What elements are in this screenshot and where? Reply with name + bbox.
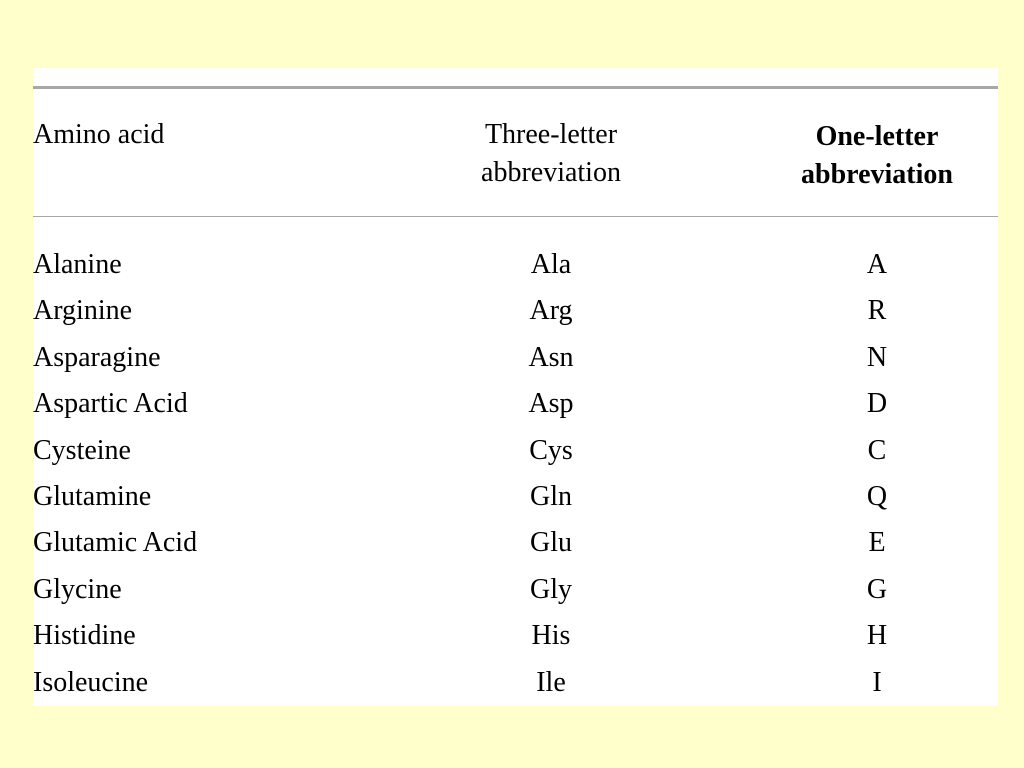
table-row [33,617,998,663]
amino-acid-name: Glutamine [33,480,152,512]
table-row [33,339,998,385]
header-three-letter [451,116,651,192]
amino-acid-name: Asparagine [33,341,161,373]
header-one-letter [772,118,982,194]
one-letter-code: G [866,573,888,605]
three-letter-code: Asn [528,341,574,373]
one-letter-code: Q [866,480,888,512]
three-letter-code: Cys [529,434,573,466]
three-letter-code: Arg [529,295,573,327]
table-row [33,385,998,431]
one-letter-code: H [866,620,888,652]
one-letter-code: N [866,341,888,373]
amino-acid-name: Isoleucine [33,666,149,698]
amino-acid-name: Glutamic Acid [33,527,198,559]
table-row [33,292,998,338]
one-letter-code: E [868,527,886,559]
three-letter-code: Asp [528,388,574,420]
three-letter-code: Gln [530,480,572,512]
table-row [33,478,998,524]
one-letter-code: I [872,666,882,698]
header-one-letter-line1: One-letter [815,121,939,152]
table-row [33,432,998,478]
table-body [33,246,998,710]
three-letter-code: Gly [530,573,572,605]
header-amino-acid [33,116,164,154]
one-letter-code: C [867,434,887,466]
three-letter-code: Ala [530,249,572,280]
table-row [33,664,998,710]
header-one-letter-line2: abbreviation [801,159,953,190]
amino-acid-name: Arginine [33,295,133,327]
table-row [33,571,998,617]
one-letter-code: D [866,388,888,420]
table-top-rule [33,86,998,89]
amino-acid-name: Glycine [33,573,122,605]
amino-acid-name: Cysteine [33,434,131,466]
header-three-letter-line2: abbreviation [481,157,621,188]
one-letter-code: A [866,249,888,280]
one-letter-code: R [867,295,887,327]
three-letter-code: Glu [530,527,572,559]
three-letter-code: Ile [536,666,566,698]
header-three-letter-line1: Three-letter [484,119,618,150]
header-divider-rule [33,216,998,217]
table-row [33,246,998,292]
amino-acid-name: Histidine [33,620,136,652]
three-letter-code: His [531,620,571,652]
table-row [33,524,998,570]
amino-acid-name: Aspartic Acid [33,388,188,420]
header-amino-acid-label: Amino acid [33,119,165,150]
amino-acid-table [33,68,998,706]
amino-acid-name: Alanine [33,249,122,280]
